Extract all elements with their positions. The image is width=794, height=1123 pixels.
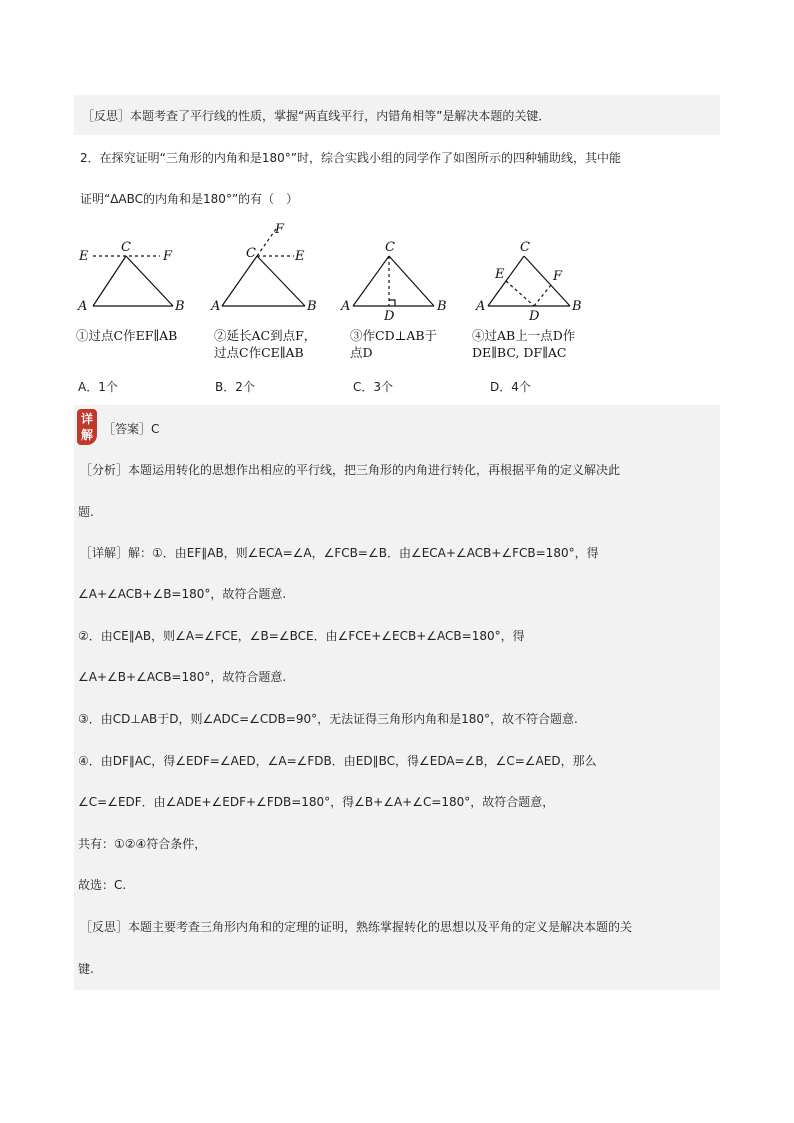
fig1-caption bbox=[76, 327, 177, 344]
reflection-text-1: ［反思］本题考查了平行线的性质，掌握“两直线平行，内错角相等”是解决本题的关键． bbox=[82, 109, 551, 123]
fig1-caption-line-1: ①过点C作EF∥AB bbox=[76, 328, 178, 343]
fig3-caption-line-1: ③作CD⊥AB于 bbox=[350, 328, 438, 343]
fig4-label-b: B bbox=[572, 299, 582, 314]
badge-char-1: 详 bbox=[80, 412, 93, 426]
fig4-caption bbox=[472, 327, 575, 361]
fig2-label-e: E bbox=[295, 249, 305, 264]
detail-line-1: ［详解］解：①．由EF∥AB，则∠ECA=∠A，∠FCB=∠B．由∠ECA+∠ACB+∠FCB=180°，得 bbox=[80, 546, 599, 560]
fig2-label-a: A bbox=[211, 299, 221, 314]
fig4-caption-line-1: ④过AB上一点D作 bbox=[472, 328, 576, 343]
fig3-label-c: C bbox=[385, 240, 395, 255]
reflection2-line-2: 键. bbox=[78, 962, 94, 976]
question-line-2: 证明“ΔABC的内角和是180°”的有（ ） bbox=[80, 192, 299, 206]
fig2-label-f: F bbox=[275, 222, 285, 237]
detail-line-4: ∠A+∠B+∠ACB=180°，故符合题意. bbox=[78, 670, 287, 684]
option-a: A．1个 bbox=[78, 380, 118, 394]
solution-block bbox=[74, 405, 720, 990]
fig4-label-c: C bbox=[520, 240, 530, 255]
detail-line-2: ∠A+∠ACB+∠B=180°，故符合题意. bbox=[78, 587, 287, 601]
fig2-caption bbox=[214, 327, 316, 361]
fig1-label-f: F bbox=[163, 249, 173, 264]
detail-badge-icon bbox=[77, 409, 97, 445]
fig4-caption-line-2: DE∥BC, DF∥AC bbox=[472, 345, 567, 360]
question-line-1: 2．在探究证明“三角形的内角和是180°”时，综合实践小组的同学作了如图所示的四种辅助线，其中能 bbox=[80, 151, 621, 165]
detail-line-3: ②．由CE∥AB，则∠A=∠FCE，∠B=∠BCE．由∠FCE+∠ECB+∠ACB=180°，得 bbox=[78, 629, 525, 643]
figure-2 bbox=[222, 229, 305, 306]
fig4-label-d: D bbox=[529, 309, 540, 324]
fig2-label-b: B bbox=[307, 299, 317, 314]
badge-char-2: 解 bbox=[80, 428, 93, 442]
fig3-caption bbox=[350, 327, 437, 361]
reflection2-line-1: ［反思］本题主要考查三角形内角和的定理的证明，熟练掌握转化的思想以及平角的定义是解决本题的关 bbox=[80, 920, 633, 934]
figure-1 bbox=[93, 256, 173, 306]
fig1-label-e: E bbox=[79, 249, 89, 264]
fig2-label-c: C bbox=[246, 246, 256, 261]
detail-line-9: 故选：C. bbox=[78, 878, 127, 892]
fig3-label-a: A bbox=[341, 299, 351, 314]
detail-line-8: 共有：①②④符合条件， bbox=[78, 837, 207, 851]
fig3-label-b: B bbox=[437, 299, 447, 314]
fig2-caption-line-2: 过点C作CE∥AB bbox=[214, 345, 304, 360]
figure-3 bbox=[353, 256, 434, 306]
analysis-line-2: 题. bbox=[78, 505, 94, 519]
fig4-label-f: F bbox=[553, 269, 563, 284]
figures-diagram bbox=[0, 0, 794, 380]
detail-line-6: ④．由DF∥AC，得∠EDF=∠AED，∠A=∠FDB．由ED∥BC，得∠EDA=∠B，∠C=∠AED，那么 bbox=[78, 754, 597, 768]
fig3-label-d: D bbox=[384, 309, 395, 324]
fig1-label-a: A bbox=[78, 299, 88, 314]
fig3-caption-line-2: 点D bbox=[350, 345, 373, 360]
fig1-label-b: B bbox=[175, 299, 185, 314]
detail-line-7: ∠C=∠EDF．由∠ADE+∠EDF+∠FDB=180°，得∠B+∠A+∠C=180°，故符合题意， bbox=[78, 795, 555, 809]
fig4-label-a: A bbox=[476, 299, 486, 314]
fig4-label-e: E bbox=[495, 267, 505, 282]
analysis-line-1: ［分析］本题运用转化的思想作出相应的平行线，把三角形的内角进行转化，再根据平角的定义解决此 bbox=[80, 463, 621, 477]
answer-text: ［答案］C bbox=[103, 422, 160, 436]
detail-line-5: ③．由CD⊥AB于D，则∠ADC=∠CDB=90°，无法证得三角形内角和是180°，故不符合题意. bbox=[78, 712, 578, 726]
option-b: B．2个 bbox=[215, 380, 255, 394]
fig2-caption-line-1: ②延长AC到点F， bbox=[214, 328, 317, 343]
option-c: C．3个 bbox=[353, 380, 394, 394]
fig1-label-c: C bbox=[121, 240, 131, 255]
option-d: D．4个 bbox=[490, 380, 531, 394]
